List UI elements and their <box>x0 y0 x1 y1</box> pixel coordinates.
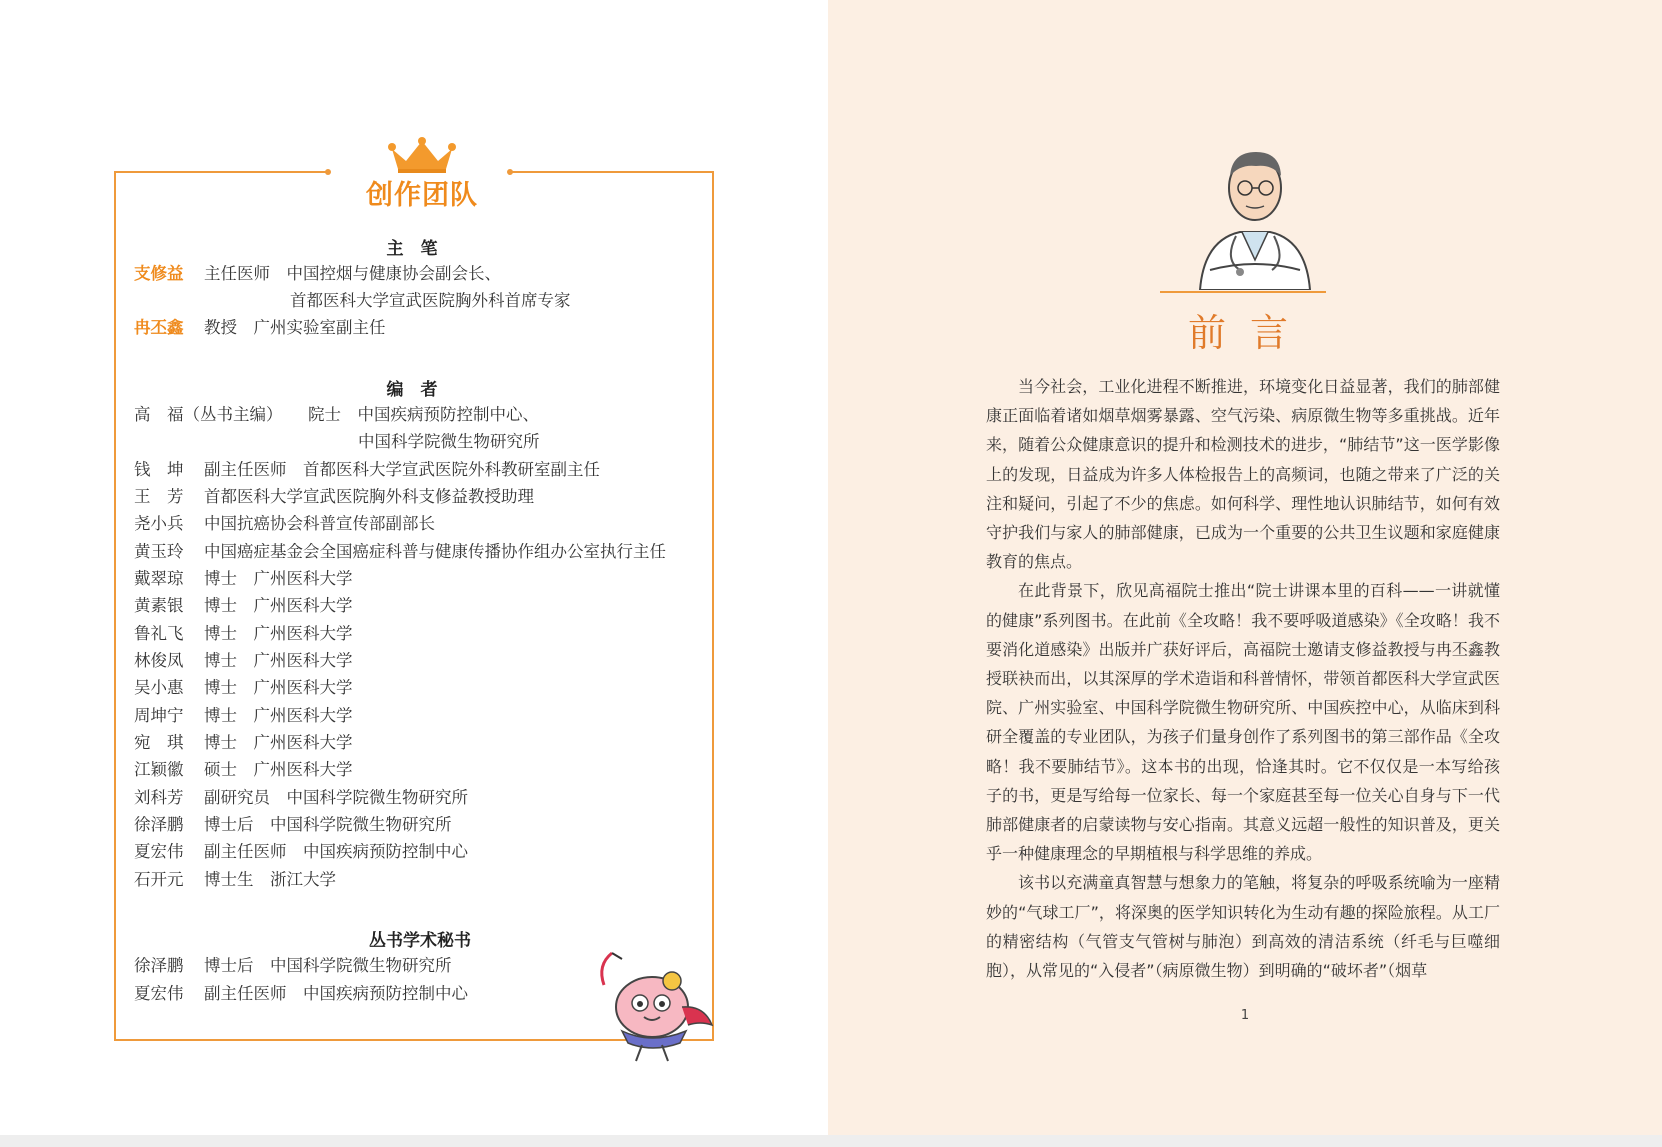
person-info: 博士 广州医科大学 <box>204 596 353 615</box>
person-name: 尧小兵 <box>134 514 184 533</box>
person-name: 刘科芳 <box>134 788 184 807</box>
chief-row <box>134 264 517 284</box>
person-info: 硕士 广州医科大学 <box>204 760 353 779</box>
person-name: 夏宏伟 <box>134 984 184 1003</box>
editor-row <box>134 706 353 726</box>
editor-row <box>134 487 534 507</box>
person-info: 院士 中国疾病预防控制中心、 <box>308 405 539 424</box>
editor-row <box>134 760 353 780</box>
secretary-row <box>134 984 468 1004</box>
person-info: 教授 广州实验室副主任 <box>204 318 386 337</box>
person-info: 副主任医师 中国疾病预防控制中心 <box>204 984 468 1003</box>
person-name: 支修益 <box>134 264 184 283</box>
doctor-illustration <box>1180 140 1330 290</box>
editor-row <box>134 842 468 862</box>
preface-paragraph: 该书以充满童真智慧与想象力的笔触，将复杂的呼吸系统喻为一座精妙的“气球工厂”，将深奥的医学知识转化为生动有趣的探险旅程。从工厂的精密结构（气管支气管树与肺泡）到高效的清洁系统（纤毛与巨噬细胞），从常见的“入侵者”（病原微生物）到明确的“破坏者”（烟草 <box>986 873 1500 981</box>
person-info: 中国癌症基金会全国癌症科普与健康传播协作组办公室执行主任 <box>204 542 666 561</box>
person-name: 宛 琪 <box>134 733 184 752</box>
editor-row <box>134 870 336 890</box>
person-name: 鲁礼飞 <box>134 624 184 643</box>
editor-row <box>134 733 353 753</box>
person-info: 首都医科大学宣武医院胸外科支修益教授助理 <box>204 487 534 506</box>
person-name: 周坤宁 <box>134 706 184 725</box>
lung-mascot-illustration <box>592 945 722 1065</box>
person-name: 黄玉玲 <box>134 542 184 561</box>
person-info: 博士后 中国科学院微生物研究所 <box>204 956 452 975</box>
person-name: 黄素银 <box>134 596 184 615</box>
secretary-heading: 丛书学术秘书 <box>369 931 471 951</box>
chief-heading: 主 笔 <box>386 239 438 259</box>
person-info: 主任医师 中国控烟与健康协会副会长、 <box>204 264 501 283</box>
person-info: 博士 广州医科大学 <box>204 624 353 643</box>
editor-row <box>134 569 353 589</box>
person-info: 博士生 浙江大学 <box>204 870 336 889</box>
person-info: 首都医科大学宣武医院胸外科首席专家 <box>290 291 571 310</box>
preface-body <box>986 372 1500 985</box>
title-underline <box>1160 291 1326 293</box>
person-name: 吴小惠 <box>134 678 184 697</box>
person-name: 林俊凤 <box>134 651 184 670</box>
editor-row <box>134 651 353 671</box>
person-name: 徐泽鹏 <box>134 815 184 834</box>
crown-icon <box>388 137 456 173</box>
person-name: 石开元 <box>134 870 184 889</box>
person-info: 博士 广州医科大学 <box>204 651 353 670</box>
person-name: 江颖徽 <box>134 760 184 779</box>
editor-row <box>134 405 539 425</box>
secretary-row <box>134 956 452 976</box>
person-info: 博士后 中国科学院微生物研究所 <box>204 815 452 834</box>
person-name: 钱 坤 <box>134 460 184 479</box>
chief-row-cont <box>290 291 571 311</box>
preface-paragraph: 当今社会，工业化进程不断推进，环境变化日益显著，我们的肺部健康正面临着诸如烟草烟雾暴露、空气污染、病原微生物等多重挑战。近年来，随着公众健康意识的提升和检测技术的进步，“肺结节”这一医学影像上的发现，日益成为许多人体检报告上的高频词，也随之带来了广泛的关注和疑问，引起了不少的焦虑。如何科学、理性地认识肺结节，如何有效守护我们与家人的肺部健康，已成为一个重要的公共卫生议题和家庭健康教育的焦点。 <box>986 377 1500 572</box>
person-info: 副研究员 中国科学院微生物研究所 <box>204 788 468 807</box>
person-name: 戴翠琼 <box>134 569 184 588</box>
preface-title: 前言 <box>1187 311 1312 355</box>
chief-row <box>134 318 386 338</box>
editor-row <box>134 542 666 562</box>
person-name: 王 芳 <box>134 487 184 506</box>
person-name: 冉丕鑫 <box>134 318 184 337</box>
editor-row <box>134 596 353 616</box>
person-name: 夏宏伟 <box>134 842 184 861</box>
preface-paragraph: 在此背景下，欣见高福院士推出“院士讲课本里的百科——一讲就懂的健康”系列图书。在此前《全攻略！我不要呼吸道感染》《全攻略！我不要消化道感染》出版并广获好评后，高福院士邀请支修益教授与冉丕鑫教授联袂而出，以其深厚的学术造诣和科普情怀，带领首都医科大学宣武医院、广州实验室、中国科学院微生物研究所、中国疾控中心，从临床到科研全覆盖的专业团队，为孩子们量身创作了系列图书的第三部作品《全攻略！我不要肺结节》。这本书的出现，恰逢其时。它不仅仅是一本写给孩子的书，更是写给每一位家长、每一个家庭甚至每一位关心自身与下一代肺部健康者的启蒙读物与安心指南。其意义远超一般性的知识普及，更关乎一种健康理念的早期植根与科学思维的养成。 <box>986 581 1500 864</box>
person-info: 副主任医师 中国疾病预防控制中心 <box>204 842 468 861</box>
editor-row <box>134 624 353 644</box>
editor-row <box>134 678 353 698</box>
person-info: 博士 广州医科大学 <box>204 733 353 752</box>
person-info: 博士 广州医科大学 <box>204 678 353 697</box>
person-name: 高 福（丛书主编） <box>134 405 283 424</box>
person-info: 博士 广州医科大学 <box>204 569 353 588</box>
editors-heading: 编 者 <box>386 380 438 400</box>
editor-row <box>134 815 452 835</box>
person-info: 副主任医师 首都医科大学宣武医院外科教研室副主任 <box>204 460 600 479</box>
team-title: 创作团队 <box>366 180 478 211</box>
frame-top-line-left <box>114 171 328 173</box>
page-number: 1 <box>1240 1008 1250 1023</box>
person-name: 徐泽鹏 <box>134 956 184 975</box>
person-info: 中国抗癌协会科普宣传部副部长 <box>204 514 435 533</box>
editor-row <box>134 460 600 480</box>
editor-row-cont <box>358 432 540 452</box>
person-info: 中国科学院微生物研究所 <box>358 432 540 451</box>
editor-row <box>134 788 468 808</box>
editor-row <box>134 514 435 534</box>
bottom-strip <box>0 1135 1662 1147</box>
person-info: 博士 广州医科大学 <box>204 706 353 725</box>
